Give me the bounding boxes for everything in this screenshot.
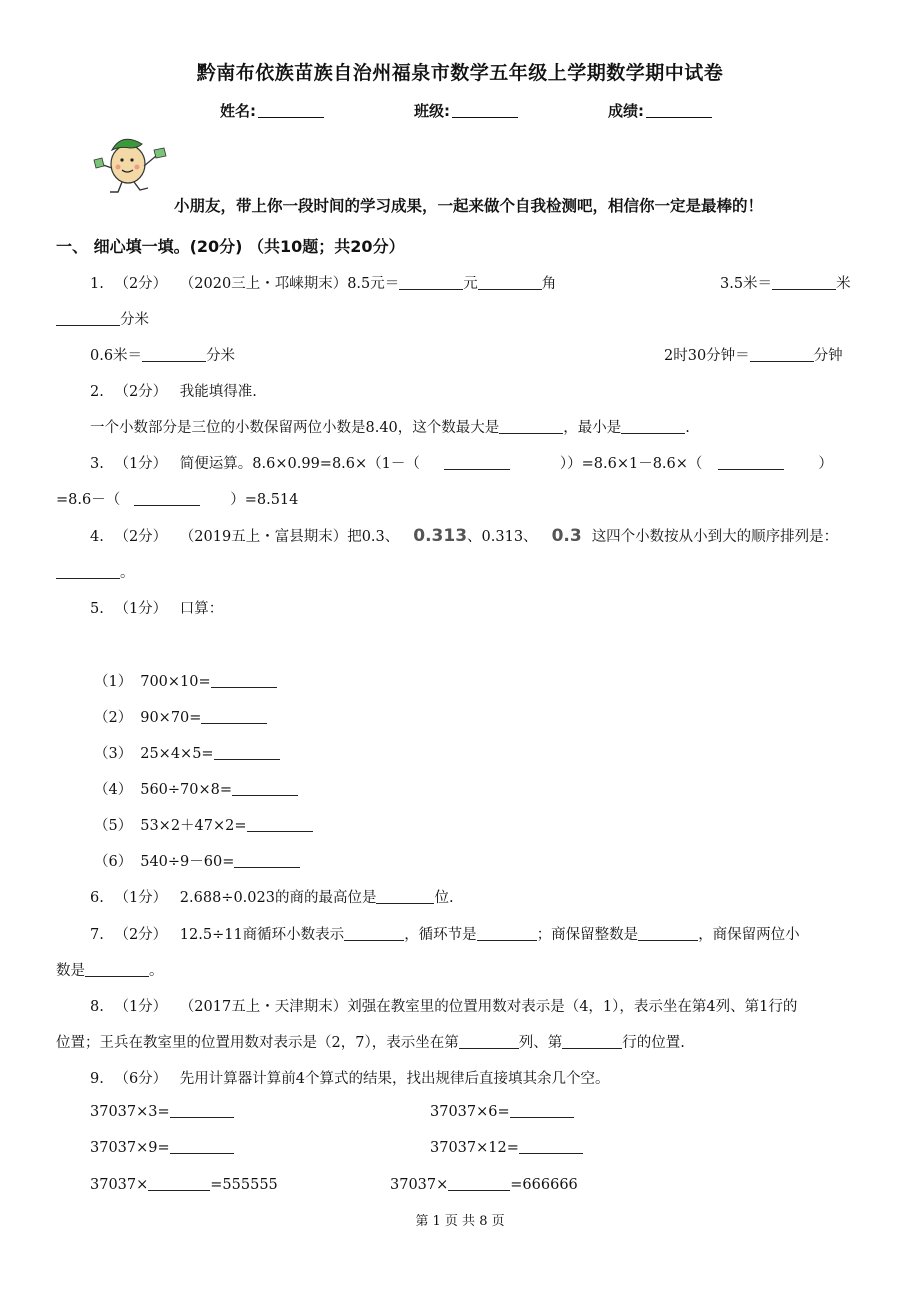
answer-blank[interactable] [638,926,698,941]
name-field[interactable] [220,100,324,121]
name-label: 姓名: [220,102,256,120]
question-score: （2分） [114,384,168,400]
answer-blank[interactable] [214,745,280,760]
question-7-line-2: 数是 。 [56,963,164,979]
question-source: （2019五上・富县期末） [179,529,348,545]
answer-blank[interactable] [56,564,120,579]
answer-blank[interactable] [201,709,267,724]
oral-item: （2） 90×70= [94,706,267,727]
question-2-line-1: 2. （2分） 我能填得准. [90,384,257,400]
answer-blank[interactable] [247,817,313,832]
answer-blank[interactable] [772,275,836,290]
calc-item: 37037×6= [430,1103,574,1120]
question-number: 5. [90,601,104,617]
answer-blank[interactable] [477,926,537,941]
section-heading: 一、 细心填一填。(20分) （共10题；共20分） [56,237,405,256]
question-1-part-d: 2时30分钟＝ 分钟 [664,348,843,364]
answer-blank[interactable] [170,1103,234,1118]
question-number: 9. [90,1071,104,1087]
question-4-line-1: 4. （2分） （2019五上・富县期末）把0.3、 0.313、0.313、 0.3 这四个小数按从小到大的顺序排列是： [90,526,839,546]
question-source: （2017五上・天津期末） [179,999,348,1015]
answer-blank[interactable] [399,275,463,290]
class-field[interactable] [414,100,518,121]
question-1-line-2: 分米 [56,308,149,329]
question-score: （1分） [114,890,168,906]
answer-blank[interactable] [344,926,404,941]
answer-blank[interactable] [499,419,563,434]
class-blank[interactable] [452,103,518,118]
question-score: （1分） [114,601,168,617]
oral-item: （5） 53×2＋47×2= [94,814,313,835]
answer-blank[interactable] [448,1176,510,1191]
question-3-line-1: 3. （1分） 简便运算。8.6×0.99=8.6×（1－（ ））=8.6×1－8.6×（ ） [90,456,833,472]
calc-item: 37037×12= [430,1139,583,1156]
repeating-decimal-image: 0.313 [413,526,468,546]
class-label: 班级: [414,102,450,120]
answer-blank[interactable] [234,853,300,868]
calc-item: 37037×3= [90,1103,234,1120]
question-score: （2分） [114,529,168,545]
oral-item: （1） 700×10= [94,670,277,691]
page-title: 黔南布依族苗族自治州福泉市数学五年级上学期数学期中试卷 [196,62,724,84]
question-1-part-b: 3.5米＝ 米 [720,276,851,292]
answer-blank[interactable] [562,1034,622,1049]
question-2-line-2: 一个小数部分是三位的小数保留两位小数是8.40，这个数最大是 ，最小是 . [90,420,690,436]
answer-blank[interactable] [444,455,510,470]
question-number: 4. [90,529,104,545]
answer-blank[interactable] [134,491,200,506]
question-8-line-2: 位置；王兵在教室里的位置用数对表示是（2，7），表示坐在第 列、第 行的位置. [56,1035,685,1051]
question-4-line-2: 。 [56,561,135,582]
answer-blank[interactable] [718,455,784,470]
answer-blank[interactable] [170,1139,234,1154]
question-1-line-1: 1. （2分） （2020三上・邛崃期末）8.5元＝ 元 角 [90,276,557,292]
answer-blank[interactable] [621,419,685,434]
score-field[interactable] [608,100,712,121]
calc-item: 37037× =555555 [90,1177,278,1193]
question-1-part-c: 0.6米＝ 分米 [90,348,236,364]
oral-item: （4） 560÷70×8= [94,778,298,799]
answer-blank[interactable] [478,275,542,290]
answer-blank[interactable] [142,347,206,362]
question-8-line-1: 8. （1分） （2017五上・天津期末）刘强在教室里的位置用数对表示是（4，1），表示坐在第4列、第1行的 [90,999,798,1015]
oral-item: （6） 540÷9－60= [94,850,300,871]
question-number: 2. [90,384,104,400]
page-footer: 第 1 页 共 8 页 [415,1214,505,1229]
answer-blank[interactable] [459,1034,519,1049]
answer-blank[interactable] [510,1103,574,1118]
question-score: （2分） [114,276,168,292]
question-9-line-1: 9. （6分） 先用计算器计算前4个算式的结果，找出规律后直接填其余几个空。 [90,1071,610,1087]
answer-blank[interactable] [232,781,298,796]
question-5-line-1: 5. （1分） 口算： [90,601,224,617]
answer-blank[interactable] [148,1176,210,1191]
question-number: 6. [90,890,104,906]
greeting-text: 小朋友，带上你一段时间的学习成果，一起来做个自我检测吧，相信你一定是最棒的！ [174,197,764,215]
oral-item: （3） 25×4×5= [94,742,280,763]
question-number: 7. [90,927,104,943]
mascot-illustration [92,128,168,196]
question-score: （2分） [114,927,168,943]
question-number: 8. [90,999,104,1015]
answer-blank[interactable] [211,673,277,688]
calc-item: 37037× =666666 [390,1177,578,1193]
score-label: 成绩: [608,102,644,120]
answer-blank[interactable] [56,311,120,326]
question-3-line-2: =8.6－（ ）=8.514 [56,492,299,508]
repeating-decimal-image: 0.3 [551,526,582,546]
question-score: （1分） [114,999,168,1015]
question-number: 3. [90,456,104,472]
question-score: （1分） [114,456,168,472]
question-score: （6分） [114,1071,168,1087]
answer-blank[interactable] [376,889,434,904]
question-6-line-1: 6. （1分） 2.688÷0.023的商的最高位是 位. [90,890,454,906]
question-source: （2020三上・邛崃期末） [179,276,348,292]
answer-blank[interactable] [519,1139,583,1154]
answer-blank[interactable] [85,962,149,977]
answer-blank[interactable] [750,347,814,362]
score-blank[interactable] [646,103,712,118]
calc-item: 37037×9= [90,1139,234,1156]
question-number: 1. [90,276,104,292]
name-blank[interactable] [258,103,324,118]
question-7-line-1: 7. （2分） 12.5÷11商循环小数表示 ，循环节是 ；商保留整数是 ，商保留两位小 [90,927,800,943]
